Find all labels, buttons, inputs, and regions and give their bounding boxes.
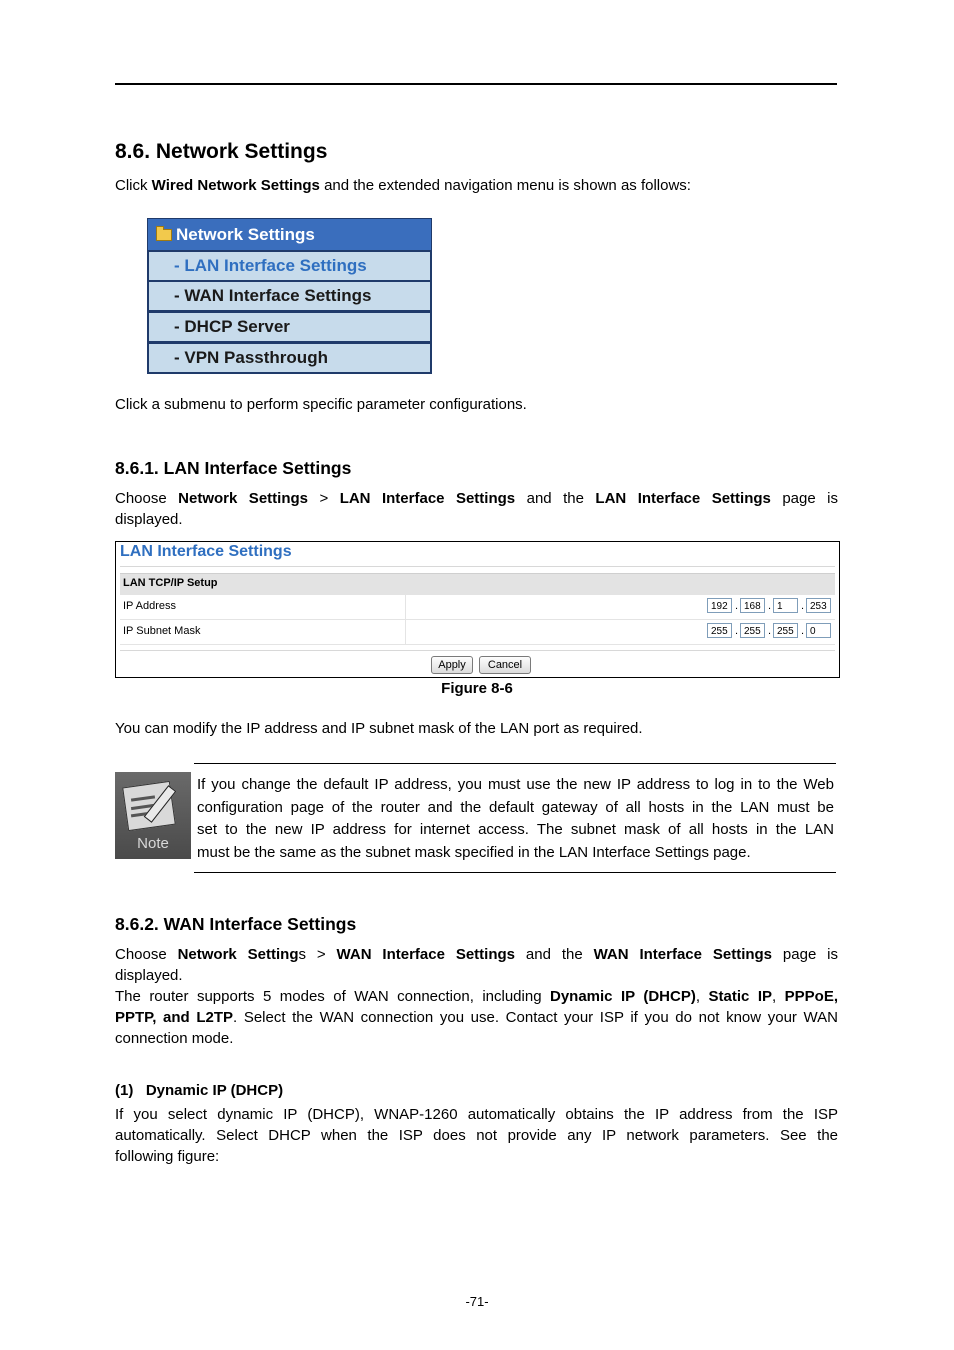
mask-octet-2[interactable]: 255 (740, 623, 765, 638)
mask-octet-1[interactable]: 255 (707, 623, 732, 638)
wan-heading: 8.6.2. WAN Interface Settings (115, 914, 357, 934)
note-top-rule (194, 763, 836, 764)
figure-caption: Figure 8-6 (441, 680, 513, 697)
ip-octet-2[interactable]: 168 (740, 598, 765, 613)
ip-octet-4[interactable]: 253 (806, 598, 831, 613)
lan-heading: 8.6.1. LAN Interface Settings (115, 458, 352, 478)
header-rule (115, 83, 837, 85)
ip-octet-1[interactable]: 192 (707, 598, 732, 613)
dhcp-line-3: following figure: (115, 1148, 220, 1165)
wan-support-line-1: The router supports 5 modes of WAN connection, including Dynamic IP (DHCP), Static IP, PPPoE, (115, 988, 838, 1005)
lan-choose-line: Choose Network Settings > LAN Interface Settings and the LAN Interface Settings page is (115, 490, 839, 507)
wan-choose-line: Choose Network Settings > WAN Interface Settings and the WAN Interface Settings page is (115, 946, 839, 963)
menu-item-vpn-passthrough[interactable]: - VPN Passthrough (149, 344, 430, 372)
dhcp-line-1: If you select dynamic IP (DHCP), WNAP-1260 automatically obtains the IP address from the ISP (115, 1106, 838, 1123)
intro-paragraph: Click Wired Network Settings and the extended navigation menu is shown as follows: (115, 177, 691, 194)
cancel-button[interactable]: Cancel (479, 656, 531, 674)
lan-modify-paragraph: You can modify the IP address and IP subnet mask of the LAN port as required. (115, 720, 643, 737)
ip-octet-3[interactable]: 1 (773, 598, 798, 613)
lan-settings-panel (115, 541, 840, 678)
wan-choose-line-2: displayed. (115, 967, 183, 984)
ip-address-label: IP Address (123, 600, 176, 612)
menu-header[interactable]: Network Settings (148, 219, 431, 250)
menu-item-dhcp-server[interactable]: - DHCP Server (149, 313, 430, 341)
panel-divider (120, 566, 835, 567)
mask-octet-4[interactable]: 0 (806, 623, 831, 638)
subnet-mask-row: IP Subnet Mask 255 . 255 . 255 . 0 (120, 619, 835, 645)
menu-item-wan-interface-settings[interactable]: - WAN Interface Settings (149, 282, 430, 310)
note-icon: Note (115, 772, 191, 859)
submenu-paragraph: Click a submenu to perform specific parameter configurations. (115, 396, 527, 413)
subnet-mask-label: IP Subnet Mask (123, 625, 201, 637)
folder-icon (156, 229, 172, 241)
menu-item-lan-interface-settings[interactable]: - LAN Interface Settings (149, 252, 430, 280)
wan-support-line-3: connection mode. (115, 1030, 234, 1047)
note-bottom-rule (194, 872, 836, 873)
ip-address-row: IP Address 192 . 168 . 1 . 253 (120, 594, 835, 620)
panel-footer-divider (120, 650, 835, 651)
mask-octet-3[interactable]: 255 (773, 623, 798, 638)
dhcp-subheading: (1) Dynamic IP (DHCP) (115, 1082, 284, 1099)
section-heading: 8.6. Network Settings (115, 140, 328, 163)
page-number: -71- (465, 1294, 489, 1309)
tcpip-section-header: LAN TCP/IP Setup (120, 573, 835, 595)
dhcp-line-2: automatically. Select DHCP when the ISP does not provide any IP network parameters. See the (115, 1127, 838, 1144)
panel-title: LAN Interface Settings (120, 543, 292, 560)
lan-choose-line-2: displayed. (115, 511, 183, 528)
wan-support-line-2: PPTP, and L2TP. Select the WAN connection you use. Contact your ISP if you do not know your WAN (115, 1009, 838, 1026)
apply-button[interactable]: Apply (431, 656, 473, 674)
note-text: If you change the default IP address, you must use the new IP address to log in to the Web configuration page of the router and the default gateway of all hosts in the LAN must be set to the new IP address for internet access. The subnet mask of all hosts in the LAN must be the same as the subnet mask specified in the LAN Interface Settings page. (197, 776, 834, 861)
network-settings-menu (147, 218, 432, 374)
